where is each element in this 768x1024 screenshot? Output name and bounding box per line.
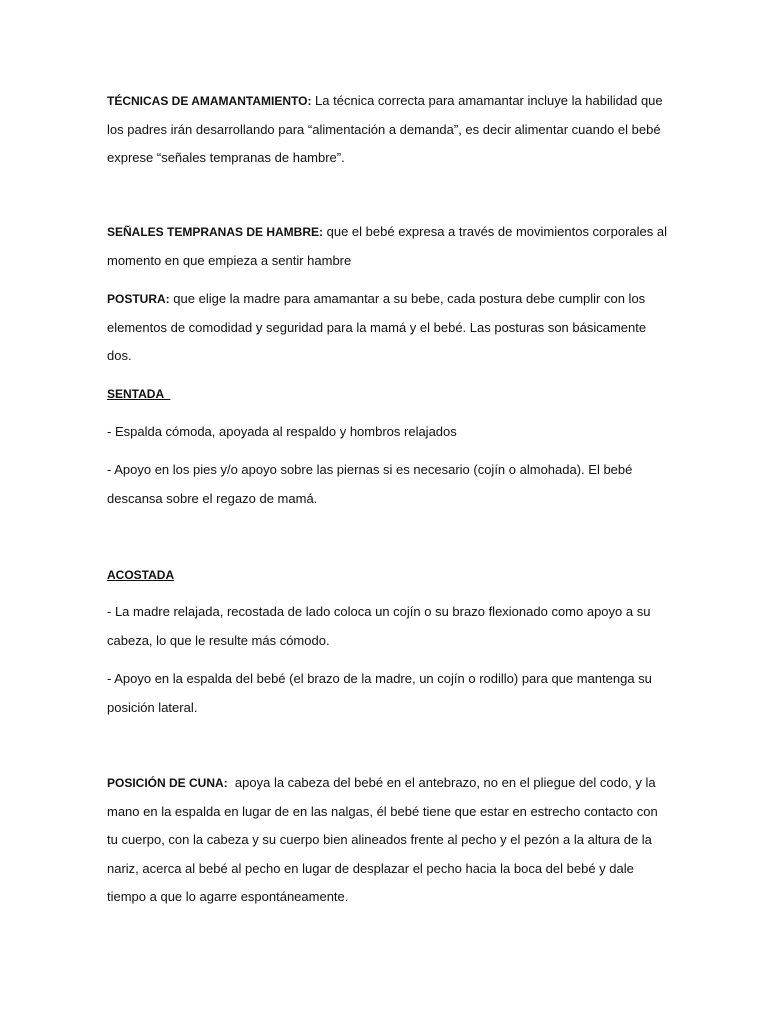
sentada-item-2: - Apoyo en los pies y/o apoyo sobre las piernas si es necesario (cojín o almohada). El bebé descansa sobre el regazo de mamá. [107, 462, 633, 506]
text-postura: que elige la madre para amamantar a su bebe, cada postura debe cumplir con los elementos de comodidad y seguridad para la mamá y el bebé. Las posturas son básicamente dos. [107, 291, 647, 364]
text-tecnicas: La técnica correcta para amamantar incluye la habilidad que los padres irán desarrollando para “alimentación a demanda”, es decir alimentar cuando el bebé exprese “señales tempranas de hambre”. [107, 93, 663, 166]
label-postura: POSTURA: [107, 292, 170, 306]
heading-acostada-text: ACOSTADA [107, 568, 175, 582]
text-senales: que el bebé expresa a través de movimientos corporales al momento en que empieza a sentir hambre [107, 224, 667, 268]
sentada-item-1: - Espalda cómoda, apoyada al respaldo y hombros relajados [107, 424, 457, 439]
acostada-item-1: - La madre relajada, recostada de lado coloca un cojín o su brazo flexionado como apoyo a su cabeza, lo que le resulte más cómodo. [107, 604, 651, 648]
label-tecnicas: TÉCNICAS DE AMAMANTAMIENTO: [107, 94, 312, 108]
heading-sentada-text: SENTADA [107, 387, 171, 401]
paragraph-postura [107, 285, 667, 371]
text-cuna: apoya la cabeza del bebé en el antebrazo, no en el pliegue del codo, y la mano en la espalda en lugar de en las nalgas, él bebé tiene que estar en estrecho contacto con tu cuerpo, con la cabeza y su cuerpo bien alineados frente al pecho y el pezón a la altura de la nariz, acerca al bebé al pecho en lugar de desplazar el pecho hacia la boca del bebé y dale tiempo a que lo agarre espontáneamente. [107, 775, 662, 905]
acostada-item-2: - Apoyo en la espalda del bebé (el brazo de la madre, un cojín o rodillo) para que mantenga su posición lateral. [107, 671, 652, 715]
label-cuna: POSICIÓN DE CUNA: [107, 776, 228, 790]
paragraph-senales [107, 218, 667, 275]
heading-acostada [107, 561, 667, 590]
heading-sentada [107, 380, 667, 409]
label-senales: SEÑALES TEMPRANAS DE HAMBRE: [107, 225, 324, 239]
paragraph-tecnicas [107, 87, 667, 173]
paragraph-cuna [107, 769, 667, 912]
